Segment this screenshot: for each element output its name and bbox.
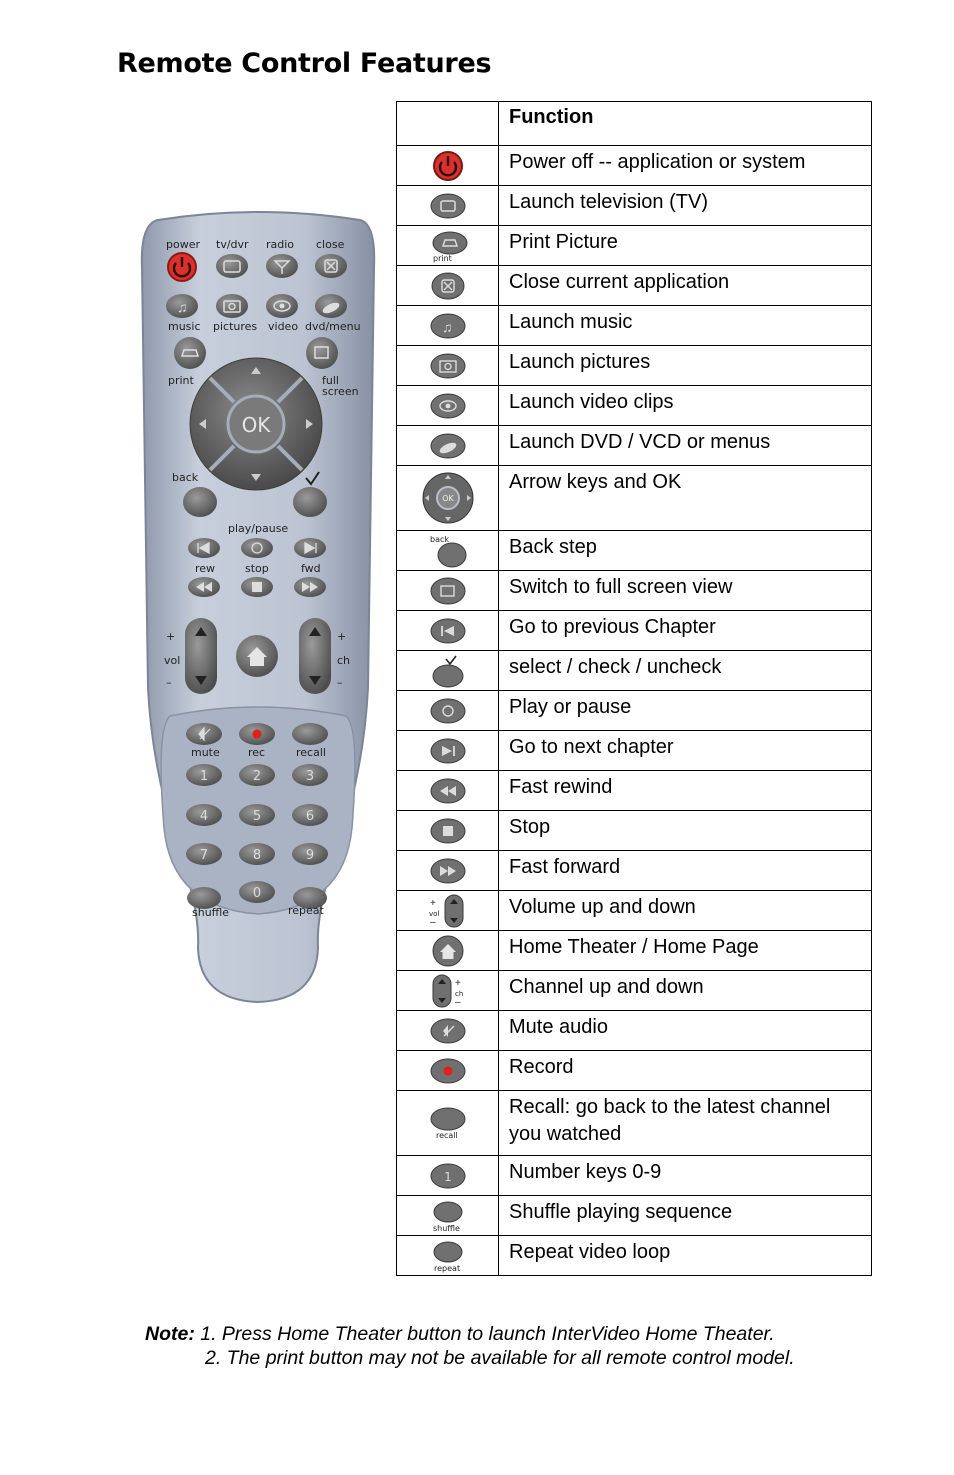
label-ch: ch bbox=[337, 654, 351, 667]
record-icon bbox=[428, 1054, 468, 1088]
svg-text:repeat: repeat bbox=[433, 1263, 460, 1273]
table-row bbox=[397, 1091, 872, 1156]
arrow-ok-icon bbox=[421, 471, 475, 525]
svg-text:1: 1 bbox=[443, 1169, 452, 1184]
function-description: Volume up and down bbox=[499, 891, 872, 931]
note-line-2: 2. The print button may not be available for all remote control model. bbox=[205, 1347, 795, 1369]
previous-chapter-icon bbox=[428, 614, 468, 648]
mute-icon bbox=[428, 1014, 468, 1048]
icon-cell bbox=[397, 811, 499, 851]
number-key-0[interactable] bbox=[239, 881, 275, 903]
rewind-icon bbox=[428, 774, 468, 808]
function-description: Launch DVD / VCD or menus bbox=[499, 426, 872, 466]
number-key-label: 1 bbox=[199, 769, 209, 784]
dvd-menu-icon bbox=[428, 429, 468, 463]
table-row bbox=[397, 811, 872, 851]
function-table bbox=[396, 101, 872, 1276]
number-key-label: 9 bbox=[305, 848, 315, 863]
number-key-label: 7 bbox=[199, 848, 209, 863]
close-icon bbox=[428, 269, 468, 303]
label-playpause: play/pause bbox=[228, 522, 289, 535]
label-dvdmenu: dvd/menu bbox=[305, 320, 361, 333]
icon-cell bbox=[397, 731, 499, 771]
function-description: Stop bbox=[499, 811, 872, 851]
table-row bbox=[397, 571, 872, 611]
number-key-4[interactable] bbox=[186, 804, 222, 826]
svg-text:+: + bbox=[454, 977, 461, 989]
fast-forward-button[interactable] bbox=[294, 577, 326, 597]
number-key-label: 3 bbox=[305, 769, 315, 784]
number-key-label: 6 bbox=[305, 809, 315, 824]
function-description: Launch television (TV) bbox=[499, 186, 872, 226]
svg-text:back: back bbox=[429, 534, 449, 544]
label-music: music bbox=[168, 320, 201, 333]
svg-text:♫: ♫ bbox=[177, 299, 188, 315]
label-ch-plus: + bbox=[337, 630, 347, 643]
function-description: Arrow keys and OK bbox=[499, 466, 872, 531]
power-button[interactable] bbox=[168, 253, 196, 281]
function-description: Launch video clips bbox=[499, 386, 872, 426]
table-row bbox=[397, 266, 872, 306]
function-description: Fast forward bbox=[499, 851, 872, 891]
label-stop: stop bbox=[245, 562, 269, 575]
function-description: Home Theater / Home Page bbox=[499, 931, 872, 971]
number-key-icon bbox=[428, 1159, 468, 1193]
dvd-menu-button[interactable] bbox=[315, 294, 347, 318]
ok-label: OK bbox=[241, 413, 271, 437]
svg-text:–: – bbox=[454, 996, 461, 1008]
label-pictures: pictures bbox=[213, 320, 258, 333]
icon-cell bbox=[397, 186, 499, 226]
number-key-8[interactable] bbox=[239, 843, 275, 865]
svg-text:♫: ♫ bbox=[441, 318, 452, 335]
label-tvdvr: tv/dvr bbox=[216, 238, 249, 251]
icon-cell bbox=[397, 851, 499, 891]
table-row bbox=[397, 426, 872, 466]
label-full: full bbox=[322, 374, 339, 387]
close-button[interactable] bbox=[315, 254, 347, 278]
number-key-label: 4 bbox=[199, 809, 209, 824]
stop-button[interactable] bbox=[241, 577, 273, 597]
function-description: Launch pictures bbox=[499, 346, 872, 386]
icon-cell bbox=[397, 1236, 499, 1276]
next-chapter-icon bbox=[428, 734, 468, 768]
number-key-1[interactable] bbox=[186, 764, 222, 786]
label-rec: rec bbox=[248, 746, 266, 759]
table-row bbox=[397, 226, 872, 266]
label-close: close bbox=[316, 238, 345, 251]
function-description: Print Picture bbox=[499, 226, 872, 266]
icon-cell bbox=[397, 891, 499, 931]
table-row bbox=[397, 691, 872, 731]
label-mute: mute bbox=[191, 746, 220, 759]
function-description: Repeat video loop bbox=[499, 1236, 872, 1276]
print-button[interactable] bbox=[174, 337, 206, 369]
icon-cell bbox=[397, 226, 499, 266]
label-vol: vol bbox=[164, 654, 181, 667]
function-description: Shuffle playing sequence bbox=[499, 1196, 872, 1236]
label-recall: recall bbox=[296, 746, 326, 759]
label-ch-minus: – bbox=[337, 676, 343, 689]
function-description: Channel up and down bbox=[499, 971, 872, 1011]
full-screen-button[interactable] bbox=[306, 337, 338, 369]
function-description: Number keys 0-9 bbox=[499, 1156, 872, 1196]
number-key-label: 8 bbox=[252, 848, 262, 863]
number-key-6[interactable] bbox=[292, 804, 328, 826]
table-row bbox=[397, 971, 872, 1011]
print-icon bbox=[428, 229, 468, 263]
table-header-row bbox=[397, 102, 872, 146]
icon-cell bbox=[397, 1011, 499, 1051]
play-pause-icon bbox=[428, 694, 468, 728]
icon-cell bbox=[397, 346, 499, 386]
home-icon bbox=[428, 934, 468, 968]
repeat-icon bbox=[428, 1239, 468, 1273]
remote-control-illustration bbox=[138, 208, 378, 1008]
table-row bbox=[397, 851, 872, 891]
number-key-label: 5 bbox=[252, 809, 262, 824]
stop-icon bbox=[428, 814, 468, 848]
home-button[interactable] bbox=[236, 635, 278, 677]
table-row bbox=[397, 1051, 872, 1091]
label-repeat: repeat bbox=[288, 904, 324, 917]
svg-text:–: – bbox=[429, 916, 436, 928]
ok-button[interactable] bbox=[228, 396, 284, 452]
label-back: back bbox=[172, 471, 199, 484]
svg-text:recall: recall bbox=[435, 1131, 458, 1140]
label-fwd: fwd bbox=[301, 562, 321, 575]
channel-icon bbox=[428, 974, 468, 1008]
icon-cell bbox=[397, 611, 499, 651]
number-key-5[interactable] bbox=[239, 804, 275, 826]
function-description: Mute audio bbox=[499, 1011, 872, 1051]
svg-text:vol: vol bbox=[428, 909, 439, 918]
table-row bbox=[397, 1011, 872, 1051]
rewind-button[interactable] bbox=[188, 577, 220, 597]
svg-text:OK: OK bbox=[441, 494, 454, 503]
recall-icon bbox=[428, 1106, 468, 1140]
note bbox=[145, 1322, 795, 1370]
music-button[interactable] bbox=[166, 294, 198, 318]
table-row bbox=[397, 931, 872, 971]
video-icon bbox=[428, 389, 468, 423]
table-row bbox=[397, 1156, 872, 1196]
icon-cell bbox=[397, 971, 499, 1011]
music-icon bbox=[428, 309, 468, 343]
next-chapter-button[interactable] bbox=[294, 538, 326, 558]
fast-forward-icon bbox=[428, 854, 468, 888]
svg-text:shuffle: shuffle bbox=[432, 1223, 460, 1233]
table-row bbox=[397, 731, 872, 771]
icon-cell bbox=[397, 266, 499, 306]
power-icon bbox=[428, 149, 468, 183]
function-description: Play or pause bbox=[499, 691, 872, 731]
number-key-label: 2 bbox=[252, 769, 262, 784]
pictures-button[interactable] bbox=[216, 294, 248, 318]
function-description: Fast rewind bbox=[499, 771, 872, 811]
icon-cell bbox=[397, 691, 499, 731]
check-icon bbox=[428, 654, 468, 688]
table-row bbox=[397, 466, 872, 531]
volume-rocker[interactable] bbox=[185, 618, 217, 694]
number-key-7[interactable] bbox=[186, 843, 222, 865]
icon-cell bbox=[397, 1156, 499, 1196]
icon-cell bbox=[397, 426, 499, 466]
table-row bbox=[397, 386, 872, 426]
icon-cell bbox=[397, 651, 499, 691]
record-button[interactable] bbox=[239, 723, 275, 745]
note-label: Note: bbox=[145, 1323, 195, 1345]
table-row bbox=[397, 1236, 872, 1276]
table-row bbox=[397, 891, 872, 931]
label-rew: rew bbox=[195, 562, 216, 575]
table-row bbox=[397, 146, 872, 186]
tv-dvr-button[interactable] bbox=[216, 254, 248, 278]
function-description: Launch music bbox=[499, 306, 872, 346]
function-description: Close current application bbox=[499, 266, 872, 306]
icon-cell bbox=[397, 531, 499, 571]
icon-cell bbox=[397, 1091, 499, 1156]
label-shuffle: shuffle bbox=[192, 906, 230, 919]
number-key-label: 0 bbox=[252, 886, 262, 901]
function-description: Go to next chapter bbox=[499, 731, 872, 771]
number-key-9[interactable] bbox=[292, 843, 328, 865]
table-row bbox=[397, 186, 872, 226]
radio-button[interactable] bbox=[266, 254, 298, 278]
volume-icon bbox=[428, 894, 468, 928]
function-description: Record bbox=[499, 1051, 872, 1091]
table-row bbox=[397, 306, 872, 346]
note-line-1: 1. Press Home Theater button to launch InterVideo Home Theater. bbox=[194, 1323, 775, 1345]
label-screen: screen bbox=[322, 385, 359, 398]
icon-cell bbox=[397, 771, 499, 811]
function-description: Switch to full screen view bbox=[499, 571, 872, 611]
full-screen-icon bbox=[428, 574, 468, 608]
channel-rocker[interactable] bbox=[299, 618, 331, 694]
tv-icon bbox=[428, 189, 468, 223]
icon-cell bbox=[397, 146, 499, 186]
label-radio: radio bbox=[266, 238, 295, 251]
icon-cell bbox=[397, 931, 499, 971]
number-key-3[interactable] bbox=[292, 764, 328, 786]
previous-chapter-button[interactable] bbox=[188, 538, 220, 558]
table-row bbox=[397, 346, 872, 386]
function-description: Back step bbox=[499, 531, 872, 571]
mute-button[interactable] bbox=[186, 723, 222, 745]
icon-cell bbox=[397, 571, 499, 611]
table-row bbox=[397, 771, 872, 811]
function-description: select / check / uncheck bbox=[499, 651, 872, 691]
function-column-header: Function bbox=[499, 102, 872, 146]
back-button[interactable] bbox=[183, 487, 217, 517]
table-row bbox=[397, 611, 872, 651]
icon-cell bbox=[397, 386, 499, 426]
icon-cell bbox=[397, 1196, 499, 1236]
icon-column-header bbox=[397, 102, 499, 146]
icon-cell bbox=[397, 306, 499, 346]
label-video: video bbox=[268, 320, 299, 333]
svg-text:ch: ch bbox=[454, 989, 463, 998]
table-row bbox=[397, 531, 872, 571]
check-button[interactable] bbox=[293, 487, 327, 517]
table-row bbox=[397, 1196, 872, 1236]
pictures-icon bbox=[428, 349, 468, 383]
video-button[interactable] bbox=[266, 294, 298, 318]
recall-button[interactable] bbox=[292, 723, 328, 745]
function-description: Go to previous Chapter bbox=[499, 611, 872, 651]
label-print: print bbox=[168, 374, 194, 387]
label-vol-plus: + bbox=[166, 630, 176, 643]
play-pause-button[interactable] bbox=[241, 538, 273, 558]
number-key-2[interactable] bbox=[239, 764, 275, 786]
label-vol-minus: – bbox=[166, 676, 172, 689]
back-icon bbox=[428, 534, 468, 568]
shuffle-icon bbox=[428, 1199, 468, 1233]
function-description: Recall: go back to the latest channel you watched bbox=[499, 1091, 872, 1156]
svg-text:+: + bbox=[429, 897, 436, 909]
svg-text:print: print bbox=[432, 253, 452, 263]
table-row bbox=[397, 651, 872, 691]
icon-cell bbox=[397, 1051, 499, 1091]
icon-cell bbox=[397, 466, 499, 531]
label-power: power bbox=[166, 238, 200, 251]
function-description: Power off -- application or system bbox=[499, 146, 872, 186]
page-title: Remote Control Features bbox=[117, 48, 492, 79]
